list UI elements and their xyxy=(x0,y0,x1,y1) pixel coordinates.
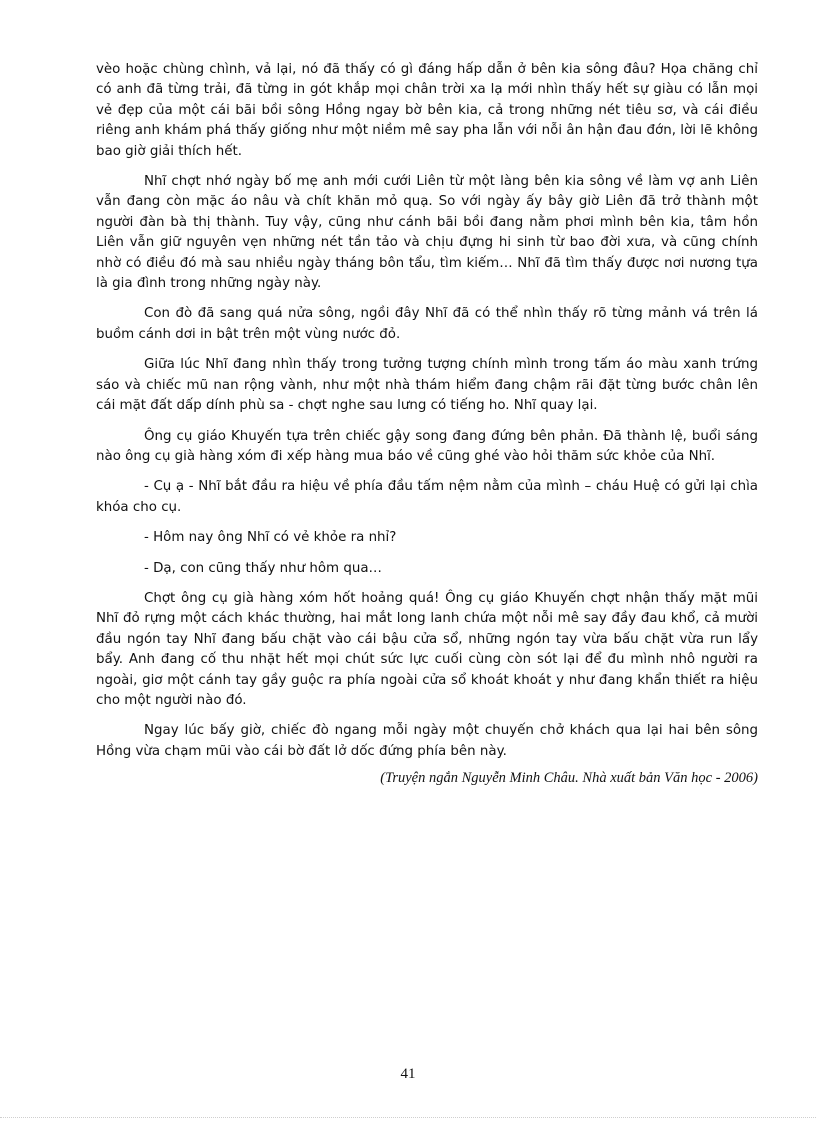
source-citation: (Truyện ngắn Nguyễn Minh Châu. Nhà xuất bản Văn học - 2006) xyxy=(380,770,758,787)
paragraph-ferry-arrives: Ngay lúc bấy giờ, chiếc đò ngang mỗi ngày một chuyến chở khách qua lại hai bên sông Hồng vừa chạm mũi vào cái bờ đất lở dốc đứng phía bên này. xyxy=(96,723,758,759)
dialogue-line-health: - Hôm nay ông Nhĩ có vẻ khỏe ra nhỉ? xyxy=(144,530,397,546)
dialogue-line-reply: - Dạ, con cũng thấy như hôm qua… xyxy=(144,560,382,576)
page-number: 41 xyxy=(400,1066,416,1082)
paragraph-nhi-gesture: Chợt ông cụ già hàng xóm hốt hoảng quá! Ông cụ giáo Khuyến chợt nhận thấy mặt mũi Nhĩ đỏ rựng một cách khác thường, hai mắt long lanh chứa một nỗi mê say đầy đau khổ, cả mười đầu ngón tay Nhĩ đang bấu chặt vào cái bậu cửa sổ, những ngón tay vừa bấu chặt vừa run lẩy bẩy. Anh đang cố thu nhặt hết mọi chút sức lực cuối cùng còn sót lại để đu mình nhô người ra ngoài, giơ một cánh tay gầy guộc ra phía ngoài cửa sổ khoát khoát y như đang khẩn thiết ra hiệu cho một người nào đó. xyxy=(96,590,758,708)
bottom-divider xyxy=(0,1117,816,1118)
paragraph-ferry-crossing: Con đò đã sang quá nửa sông, ngồi đây Nhĩ đã có thể nhìn thấy rõ từng mảnh vá trên lá buồm cánh dơi in bật trên một vùng nước đỏ. xyxy=(96,306,758,342)
paragraph-teacher-khuyen: Ông cụ giáo Khuyến tựa trên chiếc gậy song đang đứng bên phản. Đã thành lệ, buổi sáng nào ông cụ già hàng xóm đi xếp hàng mua báo về cũng ghé vào hỏi thăm sức khỏe của Nhĩ. xyxy=(96,428,758,464)
paragraph-continuation: vèo hoặc chùng chình, vả lại, nó đã thấy có gì đáng hấp dẫn ở bên kia sông đâu? Họa chăng chỉ có anh đã từng trải, đã từng in gót khắp mọi chân trời xa lạ mới nhìn thấy hết sự giàu có lẫn mọi vẻ đẹp của một cái bãi bồi sông Hồng ngay bờ bên kia, cả trong những nét tiêu sơ, và cái điều riêng anh khám phá thấy giống như một niềm mê say pha lẫn với nỗi ân hận đau đớn, lời lẽ không bao giờ giải thích hết. xyxy=(96,62,758,159)
story-text xyxy=(96,60,758,789)
paragraph-lien-memory: Nhĩ chợt nhớ ngày bố mẹ anh mới cưới Liên từ một làng bên kia sông về làm vợ anh Liên vẫn đang còn mặc áo nâu và chít khăn mỏ quạ. So với ngày ấy bây giờ Liên đã trở thành một người đàn bà thị thành. Tuy vậy, cũng như cánh bãi bồi đang nằm phơi mình bên kia, tâm hồn Liên vẫn giữ nguyên vẹn những nét tần tảo và chịu đựng hi sinh từ bao đời xưa, và cũng chính nhờ có điều đó mà sau nhiều ngày tháng bôn tẩu, tìm kiếm… Nhĩ đã tìm thấy được nơi nương tựa là gia đình trong những ngày này. xyxy=(96,174,758,292)
dialogue-line-keys: - Cụ ạ - Nhĩ bắt đầu ra hiệu về phía đầu tấm nệm nằm của mình – cháu Huệ có gửi lại chìa khóa cho cụ. xyxy=(96,479,758,515)
paragraph-imagined-explorer: Giữa lúc Nhĩ đang nhìn thấy trong tưởng tượng chính mình trong tấm áo màu xanh trứng sáo và chiếc mũ nan rộng vành, như một nhà thám hiểm đang chậm rãi đặt từng bước chân lên cái mặt đất dấp dính phù sa - chợt nghe sau lưng có tiếng ho. Nhĩ quay lại. xyxy=(96,357,758,414)
